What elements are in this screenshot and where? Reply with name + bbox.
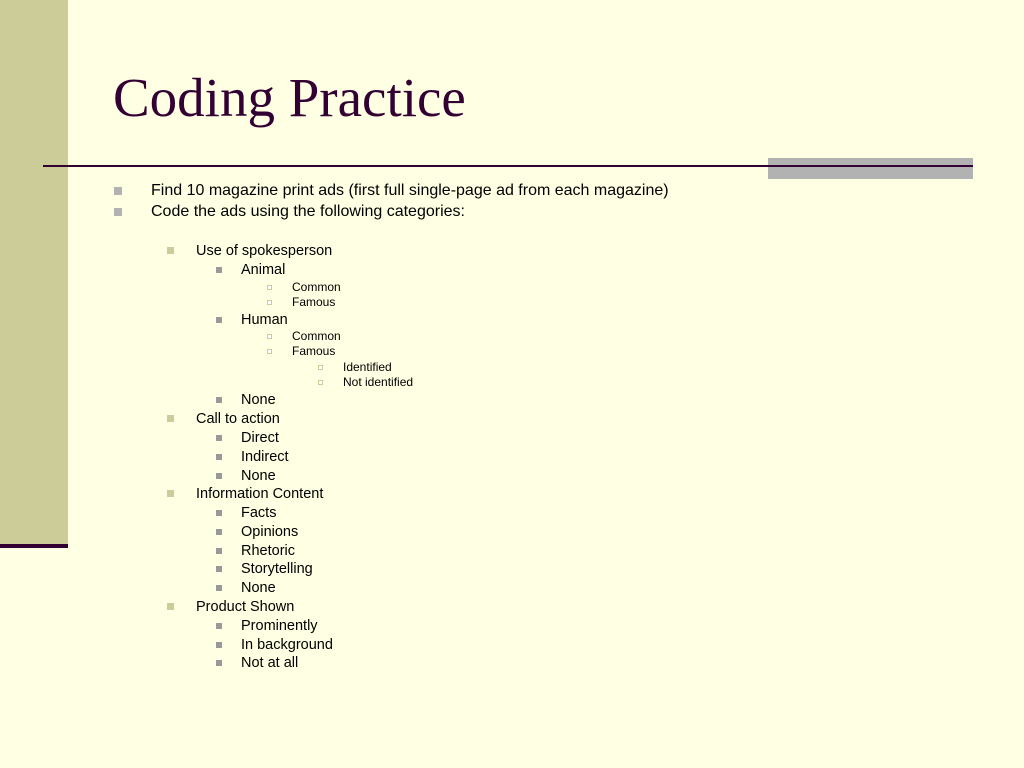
subitem-label: Not at all <box>241 655 299 671</box>
square-bullet-icon <box>167 415 174 422</box>
subitem-cta-none <box>241 467 276 485</box>
square-bullet-icon <box>216 510 222 516</box>
subitem-label: Not identified <box>343 375 414 389</box>
subitem-label: Human <box>241 312 288 328</box>
square-bullet-icon <box>216 566 222 572</box>
subitem-label: Common <box>292 329 341 343</box>
subitem-animal-common <box>292 280 341 295</box>
subitem-spokesperson-none <box>241 391 276 409</box>
subitem-label: Direct <box>241 430 279 446</box>
square-bullet-icon <box>216 548 222 554</box>
subitem-label: Famous <box>292 295 336 309</box>
square-bullet-icon <box>216 454 222 460</box>
side-band-underline <box>0 544 68 548</box>
category-label: Call to action <box>196 411 280 427</box>
subitem-label: None <box>241 580 276 596</box>
square-bullet-icon <box>114 187 122 195</box>
subitem-label: Famous <box>292 344 336 358</box>
subitem-opinions <box>241 523 298 541</box>
square-bullet-icon <box>318 380 323 385</box>
subitem-label: Animal <box>241 262 286 278</box>
square-bullet-icon <box>318 365 323 370</box>
subitem-not-at-all <box>241 654 298 672</box>
category-spokesperson <box>196 242 332 260</box>
subitem-direct <box>241 429 279 447</box>
subitem-prominently <box>241 617 318 635</box>
square-bullet-icon <box>167 490 174 497</box>
square-bullet-icon <box>216 435 222 441</box>
square-bullet-icon <box>216 585 222 591</box>
bullet-text: Find 10 magazine print ads (first full single-page ad from each magazine) <box>151 182 669 199</box>
subitem-facts <box>241 504 276 522</box>
square-bullet-icon <box>216 267 222 273</box>
square-bullet-icon <box>216 642 222 648</box>
square-bullet-icon <box>216 623 222 629</box>
side-band <box>0 0 68 545</box>
bullet-text: Code the ads using the following categories: <box>151 203 465 220</box>
subitem-not-identified <box>343 375 413 390</box>
subitem-label: Indirect <box>241 449 289 465</box>
subitem-label: None <box>241 392 276 408</box>
subitem-identified <box>343 360 392 375</box>
subitem-label: Common <box>292 280 341 294</box>
subitem-animal-famous <box>292 295 335 310</box>
subitem-human-famous <box>292 344 335 359</box>
subitem-rhetoric <box>241 542 295 560</box>
subitem-info-none <box>241 579 276 597</box>
square-bullet-icon <box>114 208 122 216</box>
square-bullet-icon <box>167 247 174 254</box>
slide-title: Coding Practice <box>113 67 466 128</box>
category-product-shown <box>196 598 294 616</box>
category-call-to-action <box>196 410 280 428</box>
square-bullet-icon <box>267 285 272 290</box>
subitem-label: Identified <box>343 360 392 374</box>
bullet-code-ads <box>151 202 465 222</box>
subitem-label: Rhetoric <box>241 543 295 559</box>
category-information-content <box>196 485 323 503</box>
subitem-animal <box>241 261 285 279</box>
subitem-label: Facts <box>241 505 277 521</box>
square-bullet-icon <box>216 317 222 323</box>
subitem-label: In background <box>241 637 333 653</box>
category-label: Information Content <box>196 486 324 502</box>
square-bullet-icon <box>216 397 222 403</box>
category-label: Use of spokesperson <box>196 243 333 259</box>
square-bullet-icon <box>267 300 272 305</box>
subitem-human <box>241 311 288 329</box>
subitem-label: None <box>241 468 276 484</box>
bullet-find-ads <box>151 181 669 201</box>
square-bullet-icon <box>216 660 222 666</box>
subitem-storytelling <box>241 560 313 578</box>
subitem-label: Storytelling <box>241 561 313 577</box>
square-bullet-icon <box>267 349 272 354</box>
square-bullet-icon <box>216 529 222 535</box>
title-accent-rule <box>768 165 973 167</box>
subitem-label: Opinions <box>241 524 299 540</box>
square-bullet-icon <box>167 603 174 610</box>
title-accent-bar <box>768 158 973 179</box>
subitem-human-common <box>292 329 341 344</box>
category-label: Product Shown <box>196 599 295 615</box>
square-bullet-icon <box>267 334 272 339</box>
subitem-indirect <box>241 448 289 466</box>
square-bullet-icon <box>216 473 222 479</box>
subitem-in-background <box>241 636 333 654</box>
subitem-label: Prominently <box>241 618 318 634</box>
